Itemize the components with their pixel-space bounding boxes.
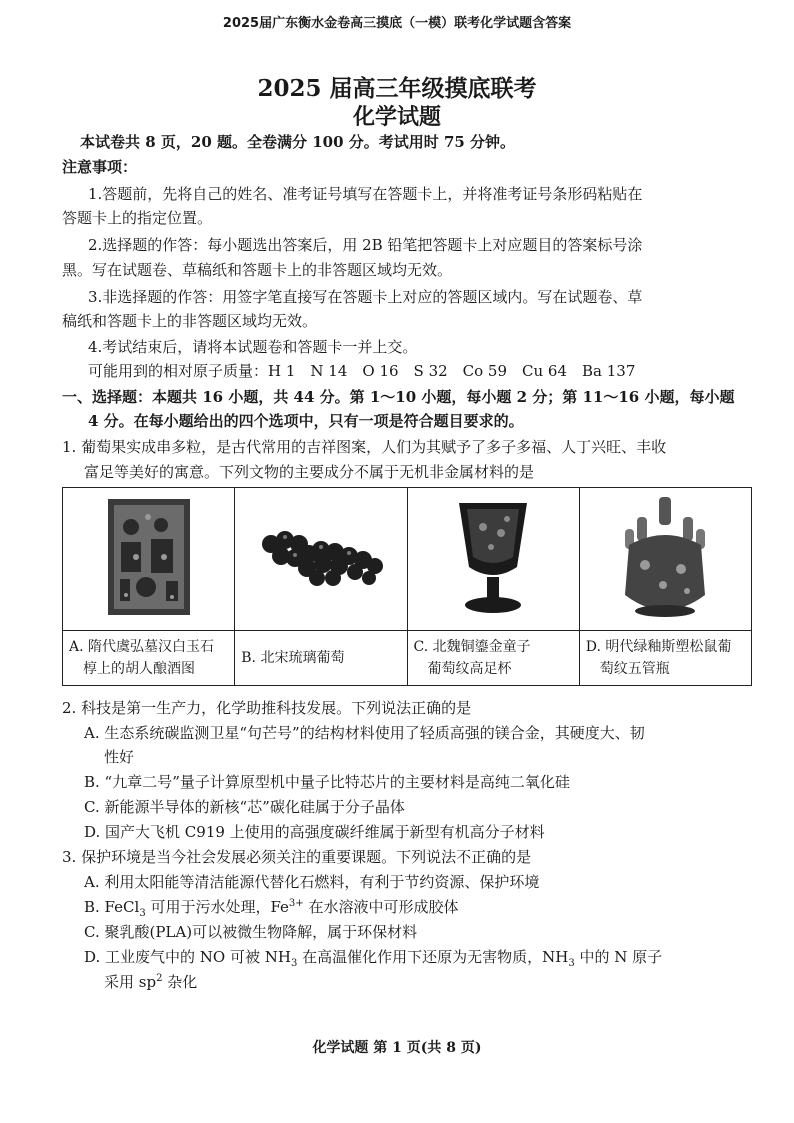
notes-heading: 注意事项： [62, 158, 138, 176]
question-2-option-c: C. 新能源半导体的新核“芯”碳化硅属于分子晶体 [84, 798, 405, 816]
relief-image-cell [63, 488, 235, 631]
question-3-stem: 3. 保护环境是当今社会发展必须关注的重要课题。下列说法不正确的是 [62, 848, 532, 866]
exam-subtitle: 化学试题 [352, 104, 441, 130]
question-3-option-a: A. 利用太阳能等清洁能源代替化石燃料，有利于节约资源、保护环境 [84, 873, 540, 891]
option-d-line-2: 萄纹五管瓶 [599, 661, 670, 677]
vase-image-cell [579, 488, 751, 631]
option-b-line-1: B. 北宋琉璃葡萄 [241, 650, 345, 666]
option-a-line-1: A. 隋代虞弘墓汉白玉石 [69, 639, 215, 655]
option-d-caption [579, 631, 751, 686]
exam-title: 2025 届高三年级摸底联考 [257, 75, 537, 102]
option-c-line-2: 葡萄纹高足杯 [427, 661, 512, 677]
exam-info: 本试卷共 8 页，20 题。全卷满分 100 分。考试用时 75 分钟。 [80, 133, 516, 151]
glass-grapes-image [251, 522, 391, 592]
note-1: 1.答题前，先将自己的姓名、准考证号填写在答题卡上，并将准考证号条形码粘贴在 [88, 185, 643, 203]
question-2-stem: 2. 科技是第一生产力，化学助推科技发展。下列说法正确的是 [62, 699, 472, 717]
question-3-option-d: D. 工业废气中的 NO 可被 $NH_3$ 在高温催化作用下还原为无害物质，$NH_3$ 中的 N 原子 [84, 948, 663, 969]
note-2: 2.选择题的作答：每小题选出答案后，用 2B 铅笔把答题卡上对应题目的答案标号涂 [88, 236, 643, 254]
question-3-option-d-cont: 采用 $sp^2$ 杂化 [104, 973, 198, 991]
document-header: 2025届广东衡水金卷高三摸底（一模）联考化学试题含答案 [222, 16, 572, 31]
question-1-options-table [62, 487, 752, 686]
question-2-option-a-cont: 性好 [104, 748, 135, 766]
option-d-line-1: D. 明代绿釉斯塑松鼠葡 [585, 639, 732, 655]
option-b-caption [235, 631, 407, 686]
question-2-option-b: B. “九章二号”量子计算原型机中量子比特芯片的主要材料是高纯二氧化硅 [84, 773, 570, 791]
question-2-option-d: D. 国产大飞机 C919 上使用的高强度碳纤维属于新型有机高分子材料 [84, 823, 545, 841]
option-c-caption [407, 631, 579, 686]
question-1-stem-cont: 富足等美好的寓意。下列文物的主要成分不属于无机非金属材料的是 [84, 463, 535, 481]
question-3-option-c: C. 聚乳酸(PLA)可以被微生物降解，属于环保材料 [84, 923, 418, 941]
note-1-cont: 答题卡上的指定位置。 [62, 209, 213, 227]
section-heading: 一、选择题：本题共 16 小题，共 44 分。第 1～10 小题，每小题 2 分；第 11～16 小题，每小题 [62, 388, 735, 406]
option-c-line-1: C. 北魏铜鎏金童子 [413, 639, 531, 655]
note-4: 4.考试结束后，请将本试题卷和答题卡一并上交。 [88, 338, 418, 356]
atomic-masses: 可能用到的相对原子质量：H 1 N 14 O 16 S 32 Co 59 Cu 64 Ba 137 [88, 362, 636, 380]
option-a-caption [63, 631, 235, 686]
five-tube-vase-image [615, 495, 715, 619]
question-1-stem: 1. 葡萄果实成串多粒，是古代常用的吉祥图案，人们为其赋予了多子多福、人丁兴旺、丰收 [62, 438, 667, 456]
question-3-option-b: B. FeCl$_3$ 可用于污水处理，$Fe^{3+}$ 在水溶液中可形成胶体 [84, 898, 459, 919]
section-heading-cont: 4 分。在每小题给出的四个选项中，只有一项是符合题目要求的。 [88, 412, 524, 430]
note-2-cont: 黑。写在试题卷、草稿纸和答题卡上的非答题区域均无效。 [62, 261, 453, 279]
gilt-bronze-cup-image [453, 497, 533, 617]
cup-image-cell [407, 488, 579, 631]
page-footer: 化学试题 第 1 页(共 8 页) [312, 1040, 482, 1056]
question-2-option-a: A. 生态系统碳监测卫星“句芒号”的结构材料使用了轻质高强的镁合金，其硬度大、韧 [84, 724, 645, 742]
option-a-line-2: 椁上的胡人酿酒图 [83, 661, 195, 677]
note-3-cont: 稿纸和答题卡上的非答题区域均无效。 [62, 312, 318, 330]
note-3: 3.非选择题的作答：用签字笔直接写在答题卡上对应的答题区域内。写在试题卷、草 [88, 288, 643, 306]
grape-image-cell [235, 488, 407, 631]
stone-relief-image [106, 497, 192, 617]
